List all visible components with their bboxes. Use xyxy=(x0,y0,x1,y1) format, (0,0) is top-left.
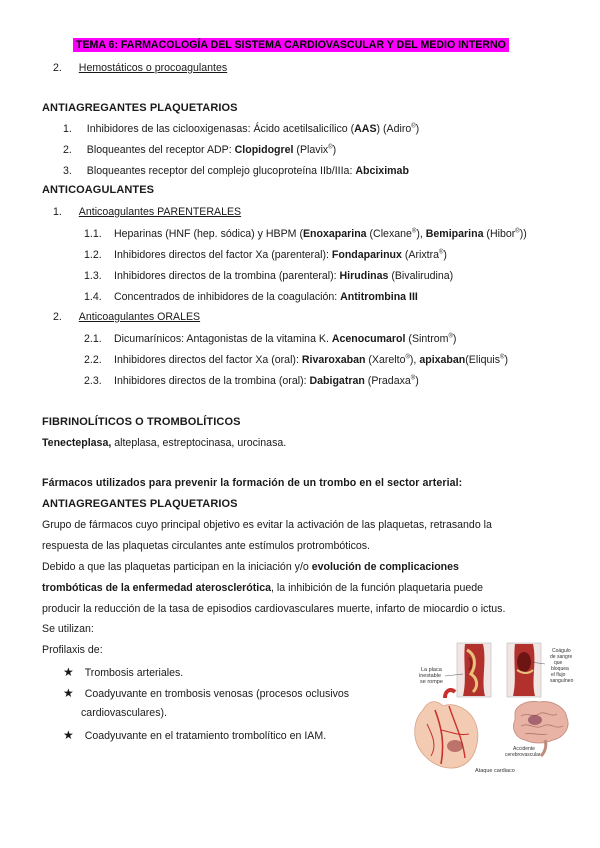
registered-mark: ® xyxy=(411,228,417,235)
list-item xyxy=(53,62,227,74)
bullet-text: Coadyuvante en el tratamiento trombolítico en IAM. xyxy=(84,730,327,742)
registered-mark: ® xyxy=(328,144,333,151)
list-item xyxy=(84,375,419,387)
item-text: Bloqueantes receptor del complejo glucoproteína IIb/IIIa: xyxy=(86,165,356,177)
list-item xyxy=(84,333,456,345)
item-text: ) xyxy=(504,354,508,366)
label-ataque: Ataque cardiaco xyxy=(475,768,515,774)
item-number: 2. xyxy=(63,144,72,156)
item-number: 3. xyxy=(63,165,72,177)
paragraph-line: Se utilizan: xyxy=(42,623,94,635)
emphasis: evolución de complicaciones xyxy=(311,561,459,573)
paragraph-line: Grupo de fármacos cuyo principal objetivo es evitar la activación de las plaquetas, retrasando la xyxy=(42,519,492,531)
section-heading-antiagregantes: ANTIAGREGANTES PLAQUETARIOS xyxy=(42,102,238,114)
item-number: 2. xyxy=(53,62,62,74)
drug-name: Hirudinas xyxy=(339,270,389,282)
section-heading-anticoagulantes: ANTICOAGULANTES xyxy=(42,184,155,196)
star-icon: ★ xyxy=(63,665,74,679)
item-text: ) (Adiro xyxy=(376,123,412,135)
item-text: ) xyxy=(443,249,447,261)
list-item xyxy=(63,165,409,177)
item-label: Hemostáticos o procoagulantes xyxy=(78,62,228,74)
drug-name: Dabigatran xyxy=(309,375,365,387)
list-item xyxy=(53,311,200,323)
section-heading-fibrinoliticos: FIBRINOLÍTICOS O TROMBOLÍTICOS xyxy=(42,416,241,428)
bullet-continuation: cardiovasculares). xyxy=(81,707,167,719)
item-text: Inhibidores directos de la trombina (oral): xyxy=(114,375,310,387)
bullet-item xyxy=(63,665,183,679)
item-number: 1. xyxy=(53,206,62,218)
drug-name: Tenecteplasa, xyxy=(42,437,112,449)
item-number: 2. xyxy=(53,311,62,323)
item-number: 2.2. xyxy=(84,354,102,366)
drug-name: Fondaparinux xyxy=(331,249,402,261)
item-text: ) xyxy=(415,375,419,387)
drug-name: Enoxaparina xyxy=(302,228,367,240)
artery-plaque-image xyxy=(457,643,491,697)
item-text: Heparinas (HNF (hep. sódica) y HBPM ( xyxy=(114,228,303,240)
item-text: (Pradaxa xyxy=(364,375,411,387)
item-text: Inhibidores directos del factor Xa (oral): xyxy=(114,354,302,366)
item-text: (Arixtra xyxy=(401,249,439,261)
registered-mark: ® xyxy=(439,249,444,256)
emphasis: trombóticas de la enfermedad aterosclerótica xyxy=(42,582,272,594)
star-icon: ★ xyxy=(63,728,74,742)
list-item xyxy=(84,228,527,240)
registered-mark: ® xyxy=(500,354,505,361)
drug-name: Clopidogrel xyxy=(234,144,294,156)
section-heading-arterial: Fármacos utilizados para prevenir la formación de un trombo en el sector arterial: xyxy=(42,477,463,489)
item-text: (Clexane xyxy=(366,228,412,240)
paragraph xyxy=(42,437,286,449)
bullet-text: Trombosis arteriales. xyxy=(84,667,184,679)
drug-name: Rivaroxaban xyxy=(301,354,366,366)
list-item xyxy=(84,249,447,261)
drug-name: apixaban xyxy=(419,354,466,366)
paragraph-line xyxy=(42,582,483,594)
list-item xyxy=(53,206,241,218)
thrombosis-illustration xyxy=(405,640,585,780)
registered-mark: ® xyxy=(448,333,453,340)
item-number: 1.3. xyxy=(84,270,102,282)
item-number: 1.4. xyxy=(84,291,102,303)
item-text: (Hibor xyxy=(483,228,516,240)
drug-name: Abciximab xyxy=(355,165,409,177)
item-text: ) xyxy=(452,333,457,345)
drug-name: Antitrombina III xyxy=(340,291,418,303)
item-text: (Sintrom xyxy=(405,333,449,345)
list-item xyxy=(84,354,508,366)
item-text: ) xyxy=(415,123,420,135)
registered-mark: ® xyxy=(405,354,410,361)
paragraph-line: respuesta de las plaquetas circulantes ante estímulos protrombóticos. xyxy=(42,540,370,552)
list-item xyxy=(84,270,453,282)
list-item xyxy=(63,123,419,135)
item-number: 2.1. xyxy=(84,333,102,345)
item-text: Inhibidores de las ciclooxigenasas: Ácido acetilsalicílico ( xyxy=(86,123,355,135)
item-text: ), xyxy=(409,354,420,366)
paragraph-line: Profilaxis de: xyxy=(42,644,103,656)
item-text: Inhibidores directos del factor Xa (parenteral): xyxy=(114,249,332,261)
drug-name: AAS xyxy=(354,123,377,135)
item-number: 1.2. xyxy=(84,249,102,261)
item-text: (Eliquis xyxy=(465,354,501,366)
star-icon: ★ xyxy=(63,686,74,700)
bullet-item xyxy=(63,728,326,742)
item-label: Anticoagulantes PARENTERALES xyxy=(78,206,242,218)
bullet-item xyxy=(63,686,349,700)
page-title: TEMA 6: FARMACOLOGÍA DEL SISTEMA CARDIOVASCULAR Y DEL MEDIO INTERNO xyxy=(73,38,509,52)
item-number: 2.3. xyxy=(84,375,102,387)
item-text: ), xyxy=(416,228,426,240)
item-text: ) xyxy=(332,144,337,156)
item-text: Bloqueantes del receptor ADP: xyxy=(86,144,235,156)
bullet-text: Coadyuvante en trombosis venosas (procesos oclusivos xyxy=(84,688,350,700)
item-text: (Bivalirudina) xyxy=(388,270,454,282)
drug-name: Acenocumarol xyxy=(331,333,406,345)
item-text: (Xarelto xyxy=(365,354,406,366)
item-number: 1.1. xyxy=(84,228,102,240)
label-acv: Accidente cerebrovascular xyxy=(505,746,541,758)
item-label: Anticoagulantes ORALES xyxy=(78,311,201,323)
paragraph-line: producir la reducción de la tasa de episodios cardiovasculares muerte, infarto de miocardio o ictus. xyxy=(42,603,506,615)
label-placa: La placa inestable se rompe xyxy=(419,667,443,685)
label-coagulo: Coágulo de sangre que bloquea el flujo sanguíneo xyxy=(550,648,574,684)
artery-clot-image xyxy=(507,643,541,697)
item-number: 1. xyxy=(63,123,72,135)
list-item xyxy=(84,291,418,303)
heart-image xyxy=(415,690,478,768)
paragraph-text: alteplasa, estreptocinasa, urocinasa. xyxy=(111,437,287,449)
paragraph-line xyxy=(42,561,459,573)
section-heading-antiagregantes-2: ANTIAGREGANTES PLAQUETARIOS xyxy=(42,498,238,510)
item-text: (Plavix xyxy=(293,144,329,156)
registered-mark: ® xyxy=(411,123,416,130)
item-text: Inhibidores directos de la trombina (parenteral): xyxy=(114,270,340,282)
paragraph-text: Debido a que las plaquetas participan en la iniciación y/o xyxy=(42,561,312,573)
item-text: Concentrados de inhibidores de la coagulación: xyxy=(114,291,341,303)
drug-name: Bemiparina xyxy=(425,228,484,240)
list-item xyxy=(63,144,336,156)
registered-mark: ® xyxy=(515,228,520,235)
item-text: Dicumarínicos: Antagonistas de la vitamina K. xyxy=(114,333,332,345)
registered-mark: ® xyxy=(410,375,416,382)
item-text: )) xyxy=(519,228,527,240)
paragraph-text: , la inhibición de la función plaquetaria puede xyxy=(271,582,484,594)
